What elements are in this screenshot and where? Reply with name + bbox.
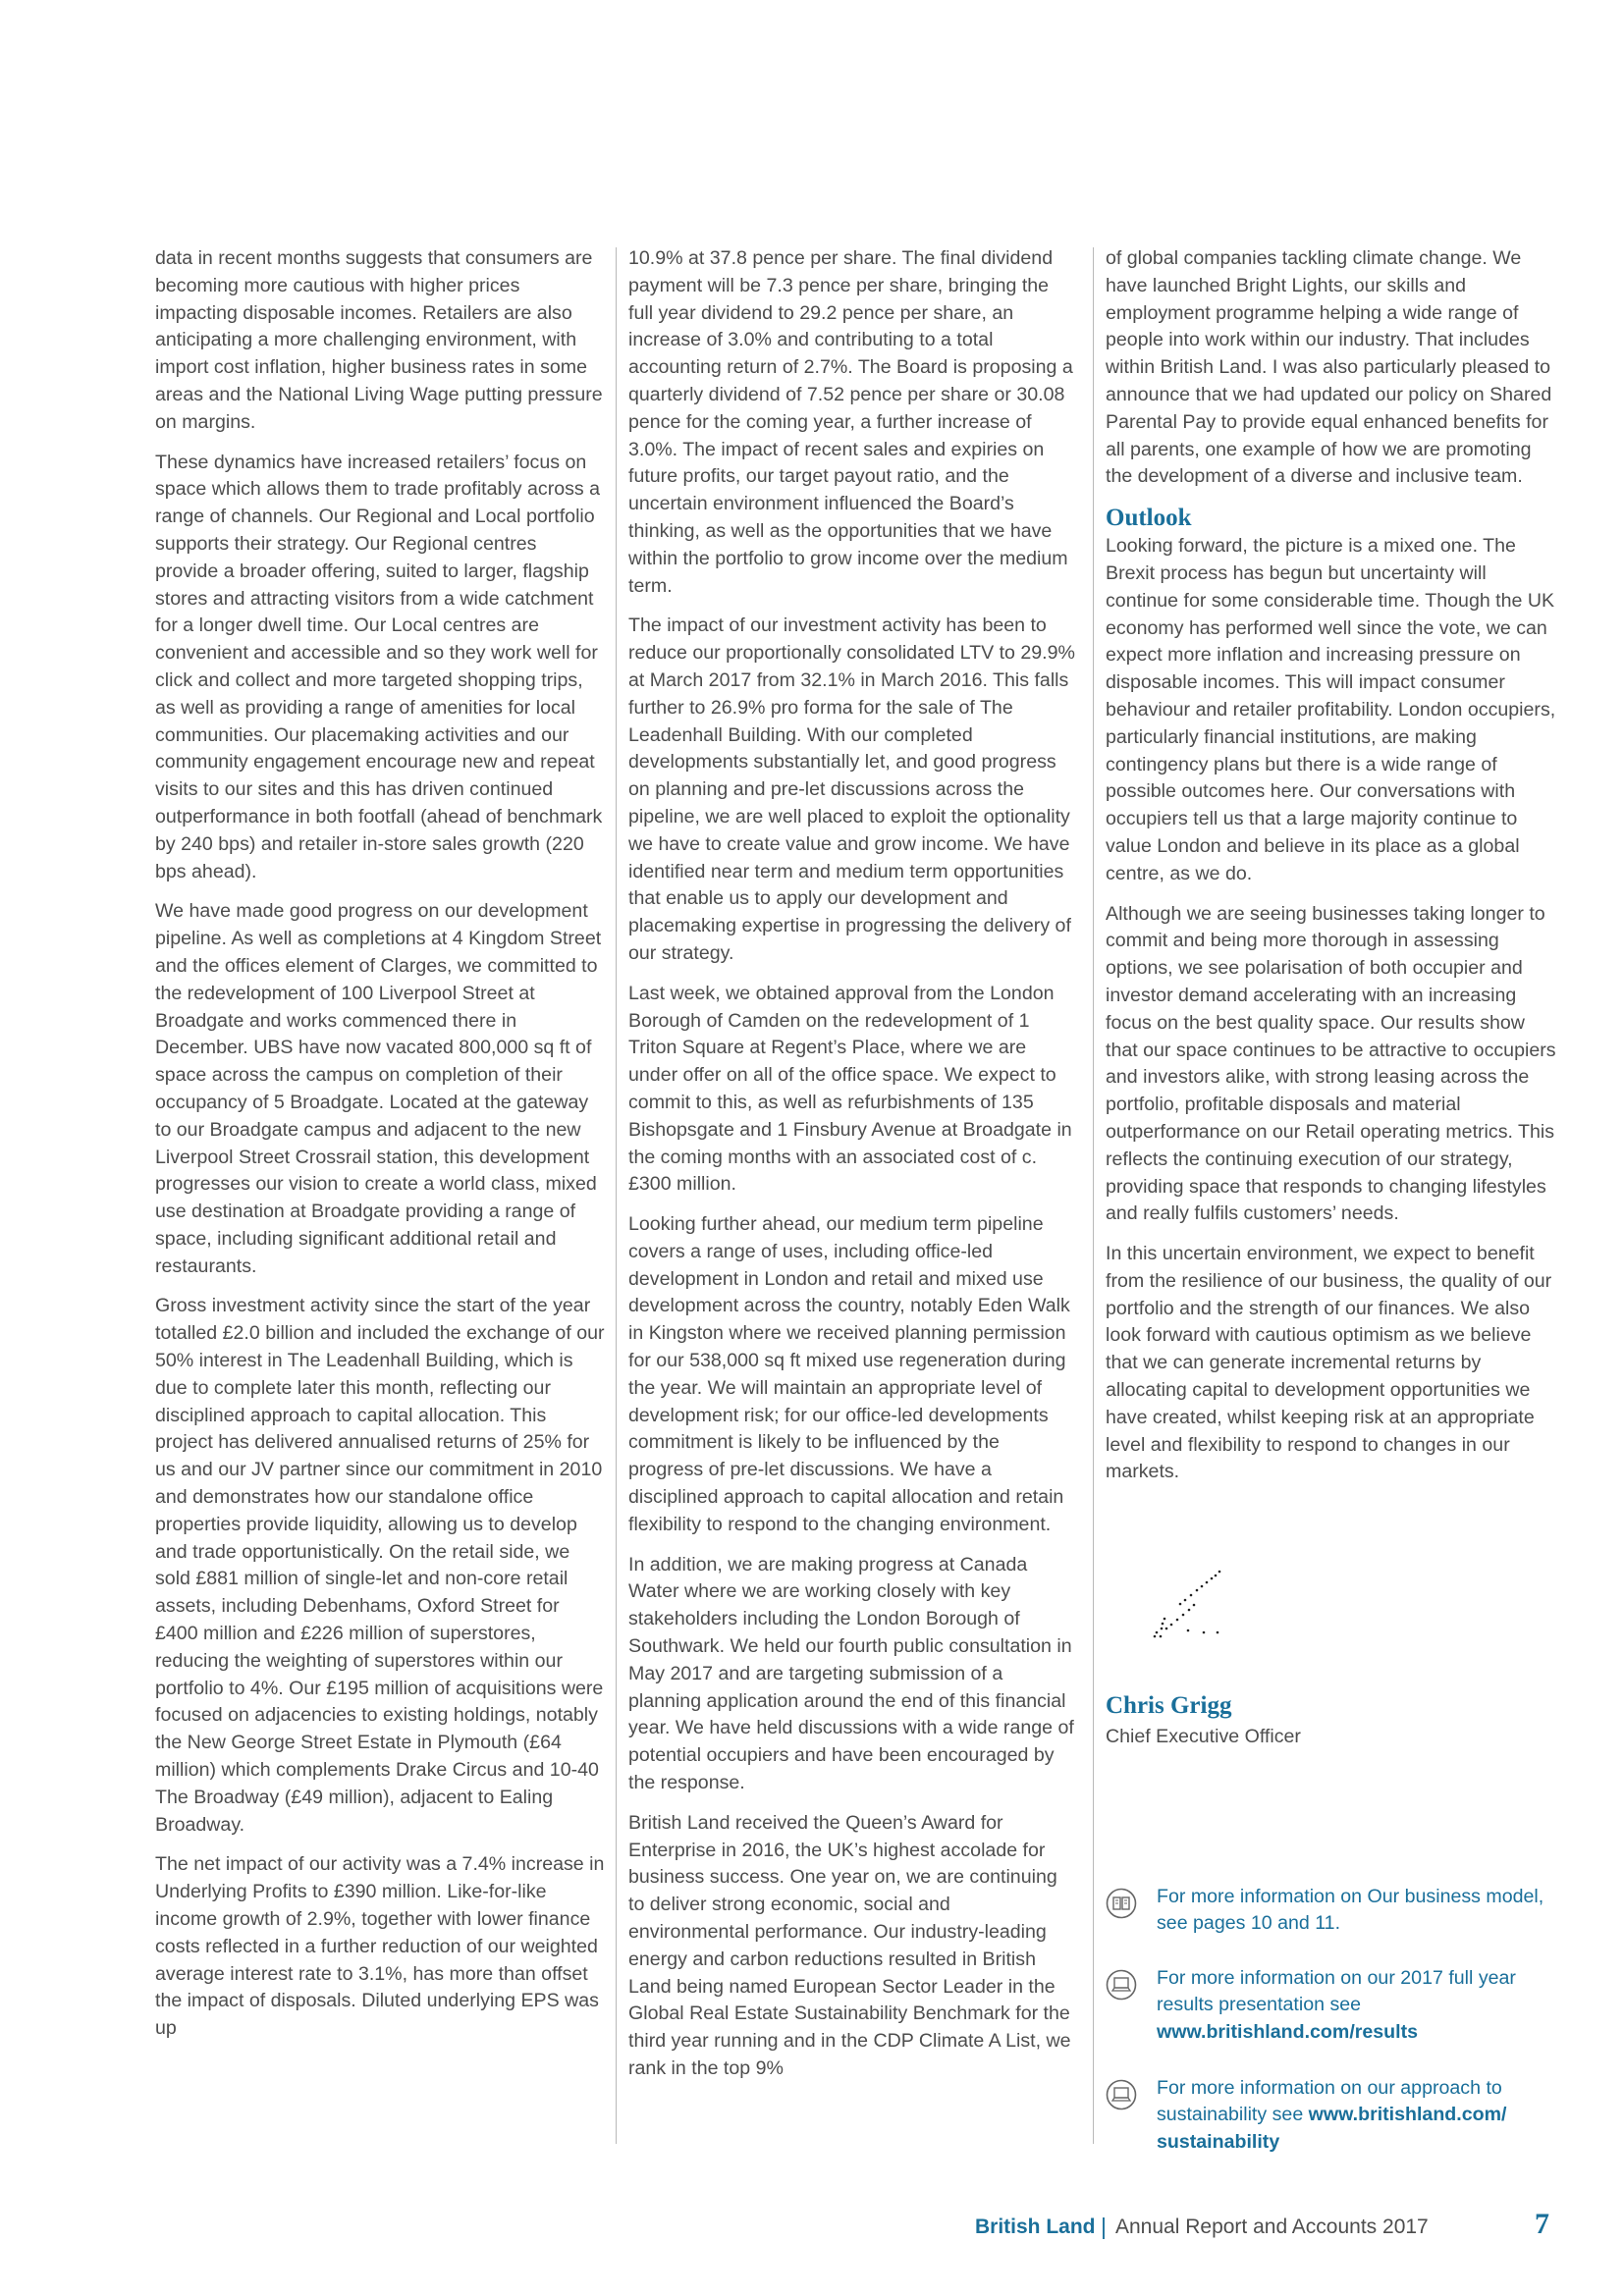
text-column-2: [628, 245, 1076, 2096]
info-text: For more information on Our business model, see pages 10 and 11.: [1157, 1886, 1544, 1935]
outlook-heading: Outlook: [1106, 505, 1192, 532]
body-paragraph: The net impact of our activity was a 7.4% increase in Underlying Profits to £390 million. Like-for-like income growth of 2.9%, together with lower finance costs reflected in a further reduction of our weighted average interest rate to 3.1%, has more than offset the impact of disposals. Diluted underlying EPS was up: [155, 1853, 605, 2040]
footer-separator: |: [1101, 2214, 1107, 2239]
body-paragraph: These dynamics have increased retailers’ focus on space which allows them to trade profitably across a range of channels. Our Regional and Local portfolio supports their strategy. Our Regional centres provide a broader offering, suited to larger, flagship stores and attracting visitors from a wide catchment for a longer dwell time. Our Local centres are convenient and accessible and so they work well for click and collect and more targeted shopping trips, as well as providing a range of amenities for local communities. Our placemaking activities and our community engagement encourage new and repeat visits to our sites and this has driven continued outperformance in both footfall (ahead of benchmark by 240 bps) and retailer in-store sales growth (220 bps ahead).: [155, 451, 603, 882]
body-paragraph: Gross investment activity since the start of the year totalled £2.0 billion and included the exchange of our 50% interest in The Leadenhall Building, which is due to complete later this month, reflecting our disciplined approach to capital allocation. This project has delivered annualised returns of 25% for us and our JV partner since our commitment in 2010 and demonstrates how our standalone office properties provide liquidity, allowing us to develop and trade opportunistically. On the retail side, we sold £881 million of single-let and non-core retail assets, including Debenhams, Oxford Street for £400 million and £226 million of superstores, reducing the weighting of superstores within our portfolio to 4%. Our £195 million of acquisitions were focused on adjacencies to existing holdings, notably the New George Street Estate in Plymouth (£64 million) which complements Drake Circus and 10-40 The Broadway (£49 million), adjacent to Ealing Broadway.: [155, 1295, 605, 1836]
body-paragraph: data in recent months suggests that consumers are becoming more cautious with higher prices impacting disposable incomes. Retailers are also anticipating a more challenging environment, with import cost inflation, higher business rates in some areas and the National Living Wage putting pressure on margins.: [155, 247, 603, 433]
results-link[interactable]: www.britishland.com/results: [1157, 2020, 1419, 2043]
column-divider: [1093, 247, 1094, 2144]
text-column-3: [1106, 245, 1561, 1499]
body-paragraph: We have made good progress on our development pipeline. As well as completions at 4 Kingdom Street and the offices element of Clarges, we committed to the redevelopment of 100 Liverpool Street at Broadgate and works commenced there in December. UBS have now vacated 800,000 sq ft of space across the campus on completion of their occupancy of 5 Broadgate. Located at the gateway to our Broadgate campus and adjacent to the new Liverpool Street Crossrail station, this development progresses our vision to create a world class, mixed use destination at Broadgate providing a range of space, including significant additional retail and restaurants.: [155, 900, 602, 1277]
signatory-name: Chris Grigg: [1106, 1692, 1232, 1719]
info-text: For more information on our approach to sustainability see: [1157, 2077, 1502, 2126]
laptop-icon: [1106, 1969, 1137, 2001]
signatory-role: Chief Executive Officer: [1106, 1726, 1301, 1747]
body-paragraph: In addition, we are making progress at Canada Water where we are working closely with key stakeholders including the London Borough of Southwark. We held our fourth public consultation in May 2017 and are targeting submission of a planning application around the end of this financial year. We have held discussions with a wide range of potential occupiers and have been encouraged by the response.: [628, 1553, 1074, 1794]
laptop-icon: [1106, 2079, 1137, 2110]
body-paragraph: Looking further ahead, our medium term pipeline covers a range of uses, including office-led development in London and retail and mixed use development across the country, notably Eden Walk in Kingston where we received planning permission for our 538,000 sq ft mixed use regeneration during the year. We will maintain an appropriate level of development risk; for our office-led developments commitment is likely to be influenced by the progress of pre-let discussions. We have a disciplined approach to capital allocation and retain flexibility to respond to the changing environment.: [628, 1213, 1070, 1535]
text-column-1: [155, 245, 605, 2056]
body-paragraph: The impact of our investment activity has been to reduce our proportionally consolidated LTV to 29.9% at March 2017 from 32.1% in March 2016. This falls further to 26.9% pro forma for the sale of The Leadenhall Building. With our completed developments substantially let, and good progress on planning and pre-let discussions across the pipeline, we are well placed to exploit the optionality we have to create value and grow income. We have identified near term and medium term opportunities that enable us to apply our development and placemaking expertise in progressing the delivery of our strategy.: [628, 614, 1075, 964]
body-paragraph: In this uncertain environment, we expect to benefit from the resilience of our business, the quality of our portfolio and the strength of our finances. We also look forward with cautious optimism as we believe that we can generate incremental returns by allocating capital to development opportunities we have created, whilst keeping risk at an appropriate level and flexibility to respond to changes in our markets.: [1106, 1243, 1552, 1483]
body-paragraph: 10.9% at 37.8 pence per share. The final dividend payment will be 7.3 pence per share, bringing the full year dividend to 29.2 pence per share, an increase of 3.0% and contributing to a total accounting return of 2.7%. The Board is proposing a quarterly dividend of 7.52 pence per share or 30.08 pence for the coming year, a further increase of 3.0%. The impact of recent sales and expiries on future profits, our target payout ratio, and the uncertain environment influenced the Board’s thinking, as well as the opportunities that we have within the portfolio to grow income over the medium term.: [628, 247, 1073, 597]
signature-image: [1137, 1568, 1235, 1650]
body-paragraph: Although we are seeing businesses taking longer to commit and being more thorough in assessing options, we see polarisation of both occupier and investor demand accelerating with an increasing focus on the best quality space. Our results show that our space continues to be attractive to occupiers and investors alike, with strong leasing across the portfolio, profitable disposals and material outperformance on our Retail operating metrics. This reflects the continuing execution of our strategy, providing space that responds to changing lifestyles and really fulfils customers’ needs.: [1106, 902, 1556, 1225]
page-number: 7: [1535, 2208, 1549, 2240]
footer-brand: British Land: [975, 2216, 1096, 2238]
book-icon: [1106, 1888, 1137, 1919]
info-text: For more information on our 2017 full year results presentation see: [1157, 1967, 1516, 2016]
column-divider: [616, 247, 617, 2144]
body-paragraph: Looking forward, the picture is a mixed one. The Brexit process has begun but uncertainty will continue for some considerable time. Though the UK economy has performed well since the vote, we can expect more inflation and increasing pressure on disposable incomes. This will impact consumer behaviour and retailer profitability. London occupiers, particularly financial institutions, are making contingency plans but there is a wide range of possible outcomes here. Our conversations with occupiers tell us that a large majority continue to value London and believe in its place as a global centre, as we do.: [1106, 535, 1556, 884]
footer-report-title: Annual Report and Accounts 2017: [1115, 2216, 1429, 2238]
body-paragraph: British Land received the Queen’s Award for Enterprise in 2016, the UK’s highest accolade for business success. One year on, we are continuing to deliver strong economic, social and environmental performance. Our industry-leading energy and carbon reductions resulted in British Land being named European Sector Leader in the Global Real Estate Sustainability Benchmark for the third year running and in the CDP Climate A List, we rank in the top 9%: [628, 1811, 1071, 2079]
body-paragraph: Last week, we obtained approval from the London Borough of Camden on the redevelopment of 1 Triton Square at Regent’s Place, where we are under offer on all of the office space. We expect to commit to this, as well as refurbishments of 135 Bishopsgate and 1 Finsbury Avenue at Broadgate in the coming months with an associated cost of c.£300 million.: [628, 982, 1072, 1196]
body-paragraph: of global companies tackling climate change. We have launched Bright Lights, our skills and employment programme helping a wide range of people into work within our industry. That includes within British Land. I was also particularly pleased to announce that we had updated our policy on Shared Parental Pay to provide equal enhanced benefits for all parents, one example of how we are promoting the development of a diverse and inclusive team.: [1106, 247, 1552, 488]
sustainability-link[interactable]: www.britishland.com/ sustainability: [1157, 2104, 1507, 2153]
